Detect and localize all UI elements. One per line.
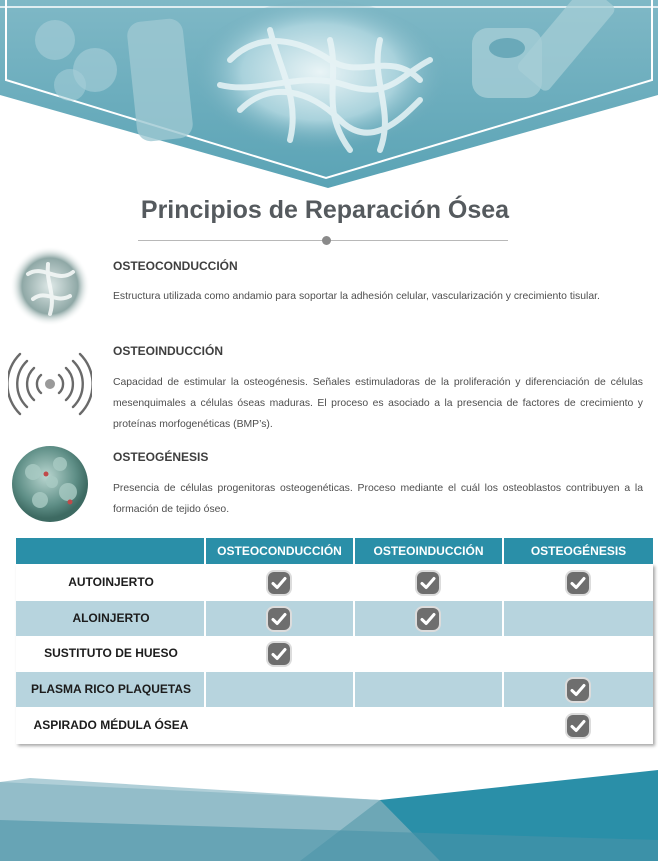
cell-icon (8, 442, 92, 526)
row-label: ASPIRADO MÉDULA ÓSEA (33, 718, 189, 732)
row-label: ALOINJERTO (72, 611, 150, 625)
table-row (16, 636, 653, 671)
check-mark-icon (567, 679, 589, 701)
principle-text: Estructura utilizada como andamio para soportar la adhesión celular, vascularización y crecimiento tisular. (113, 291, 600, 302)
row-label: PLASMA RICO PLAQUETAS (30, 682, 191, 696)
principle-heading: OSTEOCONDUCCIÓN (113, 259, 238, 273)
check-mark-icon (417, 572, 439, 594)
check-mark-icon (268, 608, 290, 630)
table-cell (206, 672, 353, 707)
check-mark-icon (567, 715, 589, 737)
table-header (16, 538, 653, 564)
check-mark-icon (268, 572, 290, 594)
table-row (16, 672, 653, 707)
page-title-text: Principios de Reparación Ósea (140, 196, 510, 224)
row-label: AUTOINJERTO (68, 575, 154, 589)
scaffold-icon (8, 244, 92, 328)
footer-band (0, 760, 658, 861)
check-mark-icon (417, 608, 439, 630)
principle-heading: OSTEOINDUCCIÓN (113, 344, 224, 358)
principle-heading: OSTEOGÉNESIS (113, 450, 209, 464)
table-row (16, 565, 653, 600)
page-title (0, 196, 658, 225)
column-separator (502, 538, 504, 564)
principle-text: Presencia de células progenitoras osteogenéticas. Proceso mediante el cuál los osteoblastos contribuyen a la formación de tejido óseo. (113, 483, 643, 515)
column-separator (204, 538, 206, 564)
column-header: OSTEOCONDUCCIÓN (217, 544, 342, 558)
row-label: SUSTITUTO DE HUESO (44, 646, 178, 660)
table-cell (504, 601, 653, 636)
column-header: OSTEOINDUCCIÓN (373, 544, 484, 558)
table-row (16, 601, 653, 636)
header-banner (0, 0, 658, 190)
title-divider-dot (322, 236, 331, 245)
check-mark-icon (268, 643, 290, 665)
table-row (16, 708, 653, 743)
column-header: OSTEOGÉNESIS (530, 544, 627, 558)
table-cell (355, 672, 502, 707)
column-separator (353, 538, 355, 564)
principle-text: Capacidad de estimular la osteogénesis. Señales estimuladoras de la proliferación y diferenciación de células mesenquimales a células óseas maduras. El proceso es asociado a la presencia de factores de crecimiento y proteínas morfogenéticas (BMP’s). (113, 377, 643, 430)
signal-waves-icon (8, 342, 92, 426)
check-mark-icon (567, 572, 589, 594)
